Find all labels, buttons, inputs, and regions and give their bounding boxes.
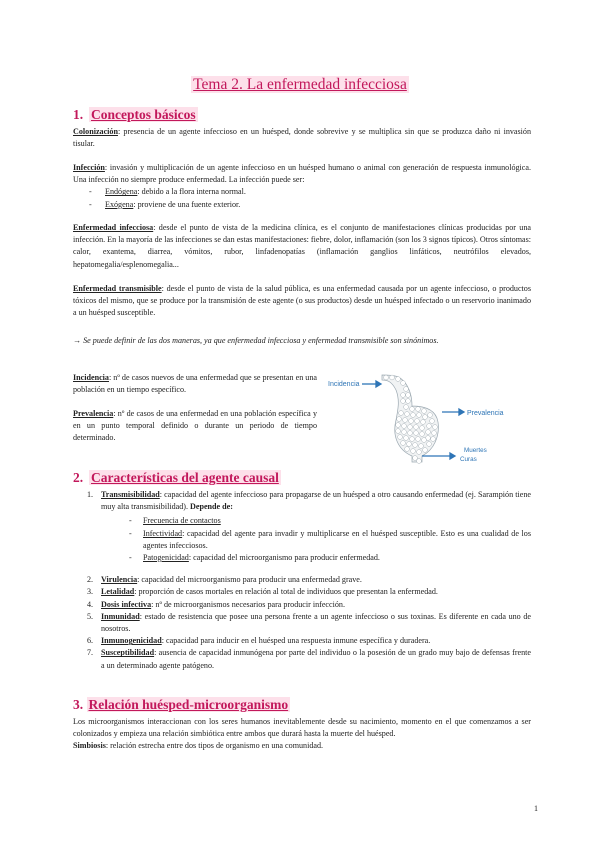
list-item: 6. Inmunogenicidad: capacidad para inducir en el huésped una respuesta inmune específica y duradera.: [87, 636, 431, 646]
list-item: - Frecuencia de contactos: [101, 515, 531, 527]
list-item: - Infectividad: capacidad del agente para invadir y multiplicarse en el huésped susceptible. Esto es una cualidad de los agentes infecciosos.: [101, 528, 531, 552]
list-item: 1. Transmisibilidad: capacidad del agente infeccioso para propagarse de un huésped a otro causando enfermedad (ej. Sarampión tiene muy alta transmisibilidad). Depende de: - Frecuencia de contactos - Infectividad: capacidad del agente para invadir y multiplicarse en el huésped susceptible. Esto es una cualidad de los agentes infecciosos. - Patogenicidad: capacidad del microorganismo para producir enfermedad.: [73, 489, 531, 564]
definition-enfermedad-infecciosa: Enfermedad infecciosa: desde el punto de vista de la medicina clínica, es el conjunto de manifestaciones clínicas producidas por una infección. En la mayoría de las infecciones se dan estas manifestaciones: fiebre, dolor, inflamación (son los 3 signos típicos). Otros síntomas: calor, exantema, diarrea, vómitos, rubor, linfadenopatías (inflamación ganglios linfáticos, neutrófilos elevados, hepatomegalia/esplenomegalia...: [73, 223, 531, 269]
characteristics-list: [73, 489, 531, 672]
relation-paragraph: Los microorganismos interaccionan con los seres humanos inevitablemente desde su nacimiento, momento en el que comenzamos a ser colonizados y empieza una relación simbiótica entre ambos que durará hasta la muerte del huésped. Simbiosis: relación estrecha entre dos tipos de organismo en una comunidad.: [73, 717, 531, 751]
page-number: 1: [534, 804, 538, 813]
agent-characteristics: [73, 489, 531, 672]
diagram-label-muertes: Muertes: [464, 447, 487, 454]
section-heading-2: 2. Características del agente causal: [73, 470, 279, 485]
section-heading-1: 1. Conceptos básicos: [73, 107, 196, 122]
diagram-label-curas: Curas: [460, 456, 477, 463]
list-item: 7. Susceptibilidad: ausencia de capacidad inmunógena por parte del individuo o la posesión de un grado muy bajo de defensas frente a un determinado agente patógeno.: [87, 648, 531, 670]
list-item: 4. Dosis infectiva: nº de microorganismos necesarios para producir infección.: [87, 599, 345, 609]
section-heading-3: 3. Relación huésped-microorganismo: [73, 697, 289, 712]
list-item: 3. Letalidad: proporción de casos mortales en relación al total de individuos que presentan la enfermedad.: [87, 587, 438, 597]
list-item: 2. Virulencia: capacidad del microorganismo para producir una enfermedad grave.: [87, 575, 362, 585]
incidence-prevalence-diagram: [326, 370, 536, 466]
definition-enfermedad-transmisible: Enfermedad transmisible: desde el punto de vista de la salud pública, es una enfermedad causada por un agente infeccioso, o productos tóxicos del mismo, que se produce por la transmisión de este agente (o sus productos) desde un huésped infectado o un reservorio inanimado a un huésped susceptible.: [73, 284, 532, 318]
synonym-note: → Se puede definir de las dos maneras, ya que enfermedad infecciosa y enfermedad transmisible son sinónimos.: [73, 336, 439, 345]
list-item: - Exógena: proviene de una fuente exterior.: [73, 199, 531, 211]
definition-incidencia: Incidencia: nº de casos nuevos de una enfermedad que se presentan en una población en un tiempo específico.: [73, 373, 317, 395]
definition-colonizacion: Colonización: presencia de un agente infeccioso en un huésped, donde sobrevive y se multiplica sin que se produzca daño ni invasión tisular.: [73, 127, 531, 149]
transmisibilidad-factors: [101, 515, 531, 564]
definition-infeccion: Infección: invasión y multiplicación de un agente infeccioso en un huésped humano o animal con generación de respuesta inmunológica. Una infección no siempre produce enfermedad. La infección puede ser: - Endógena: debido a la flora interna normal. - Exógena: proviene de una fuente exterior.: [73, 162, 531, 211]
diagram-label-prevalencia: Prevalencia: [467, 410, 504, 417]
list-item: - Endógena: debido a la flora interna normal.: [73, 186, 531, 198]
document-title: Tema 2. La enfermedad infecciosa: [193, 76, 407, 93]
definition-prevalencia: Prevalencia: nº de casos de una enfermedad en una población específica y en un punto temporal definido o durante un periodo de tiempo determinado.: [73, 409, 317, 443]
infeccion-types-list: [73, 186, 531, 210]
list-item: 5. Inmunidad: estado de resistencia que posee una persona frente a un agente infeccioso o sus toxinas. Es diferente en cada uno de nosotros.: [87, 611, 531, 634]
diagram-label-incidencia: Incidencia: [328, 381, 360, 388]
list-item: - Patogenicidad: capacidad del microorganismo para producir enfermedad.: [101, 552, 531, 564]
